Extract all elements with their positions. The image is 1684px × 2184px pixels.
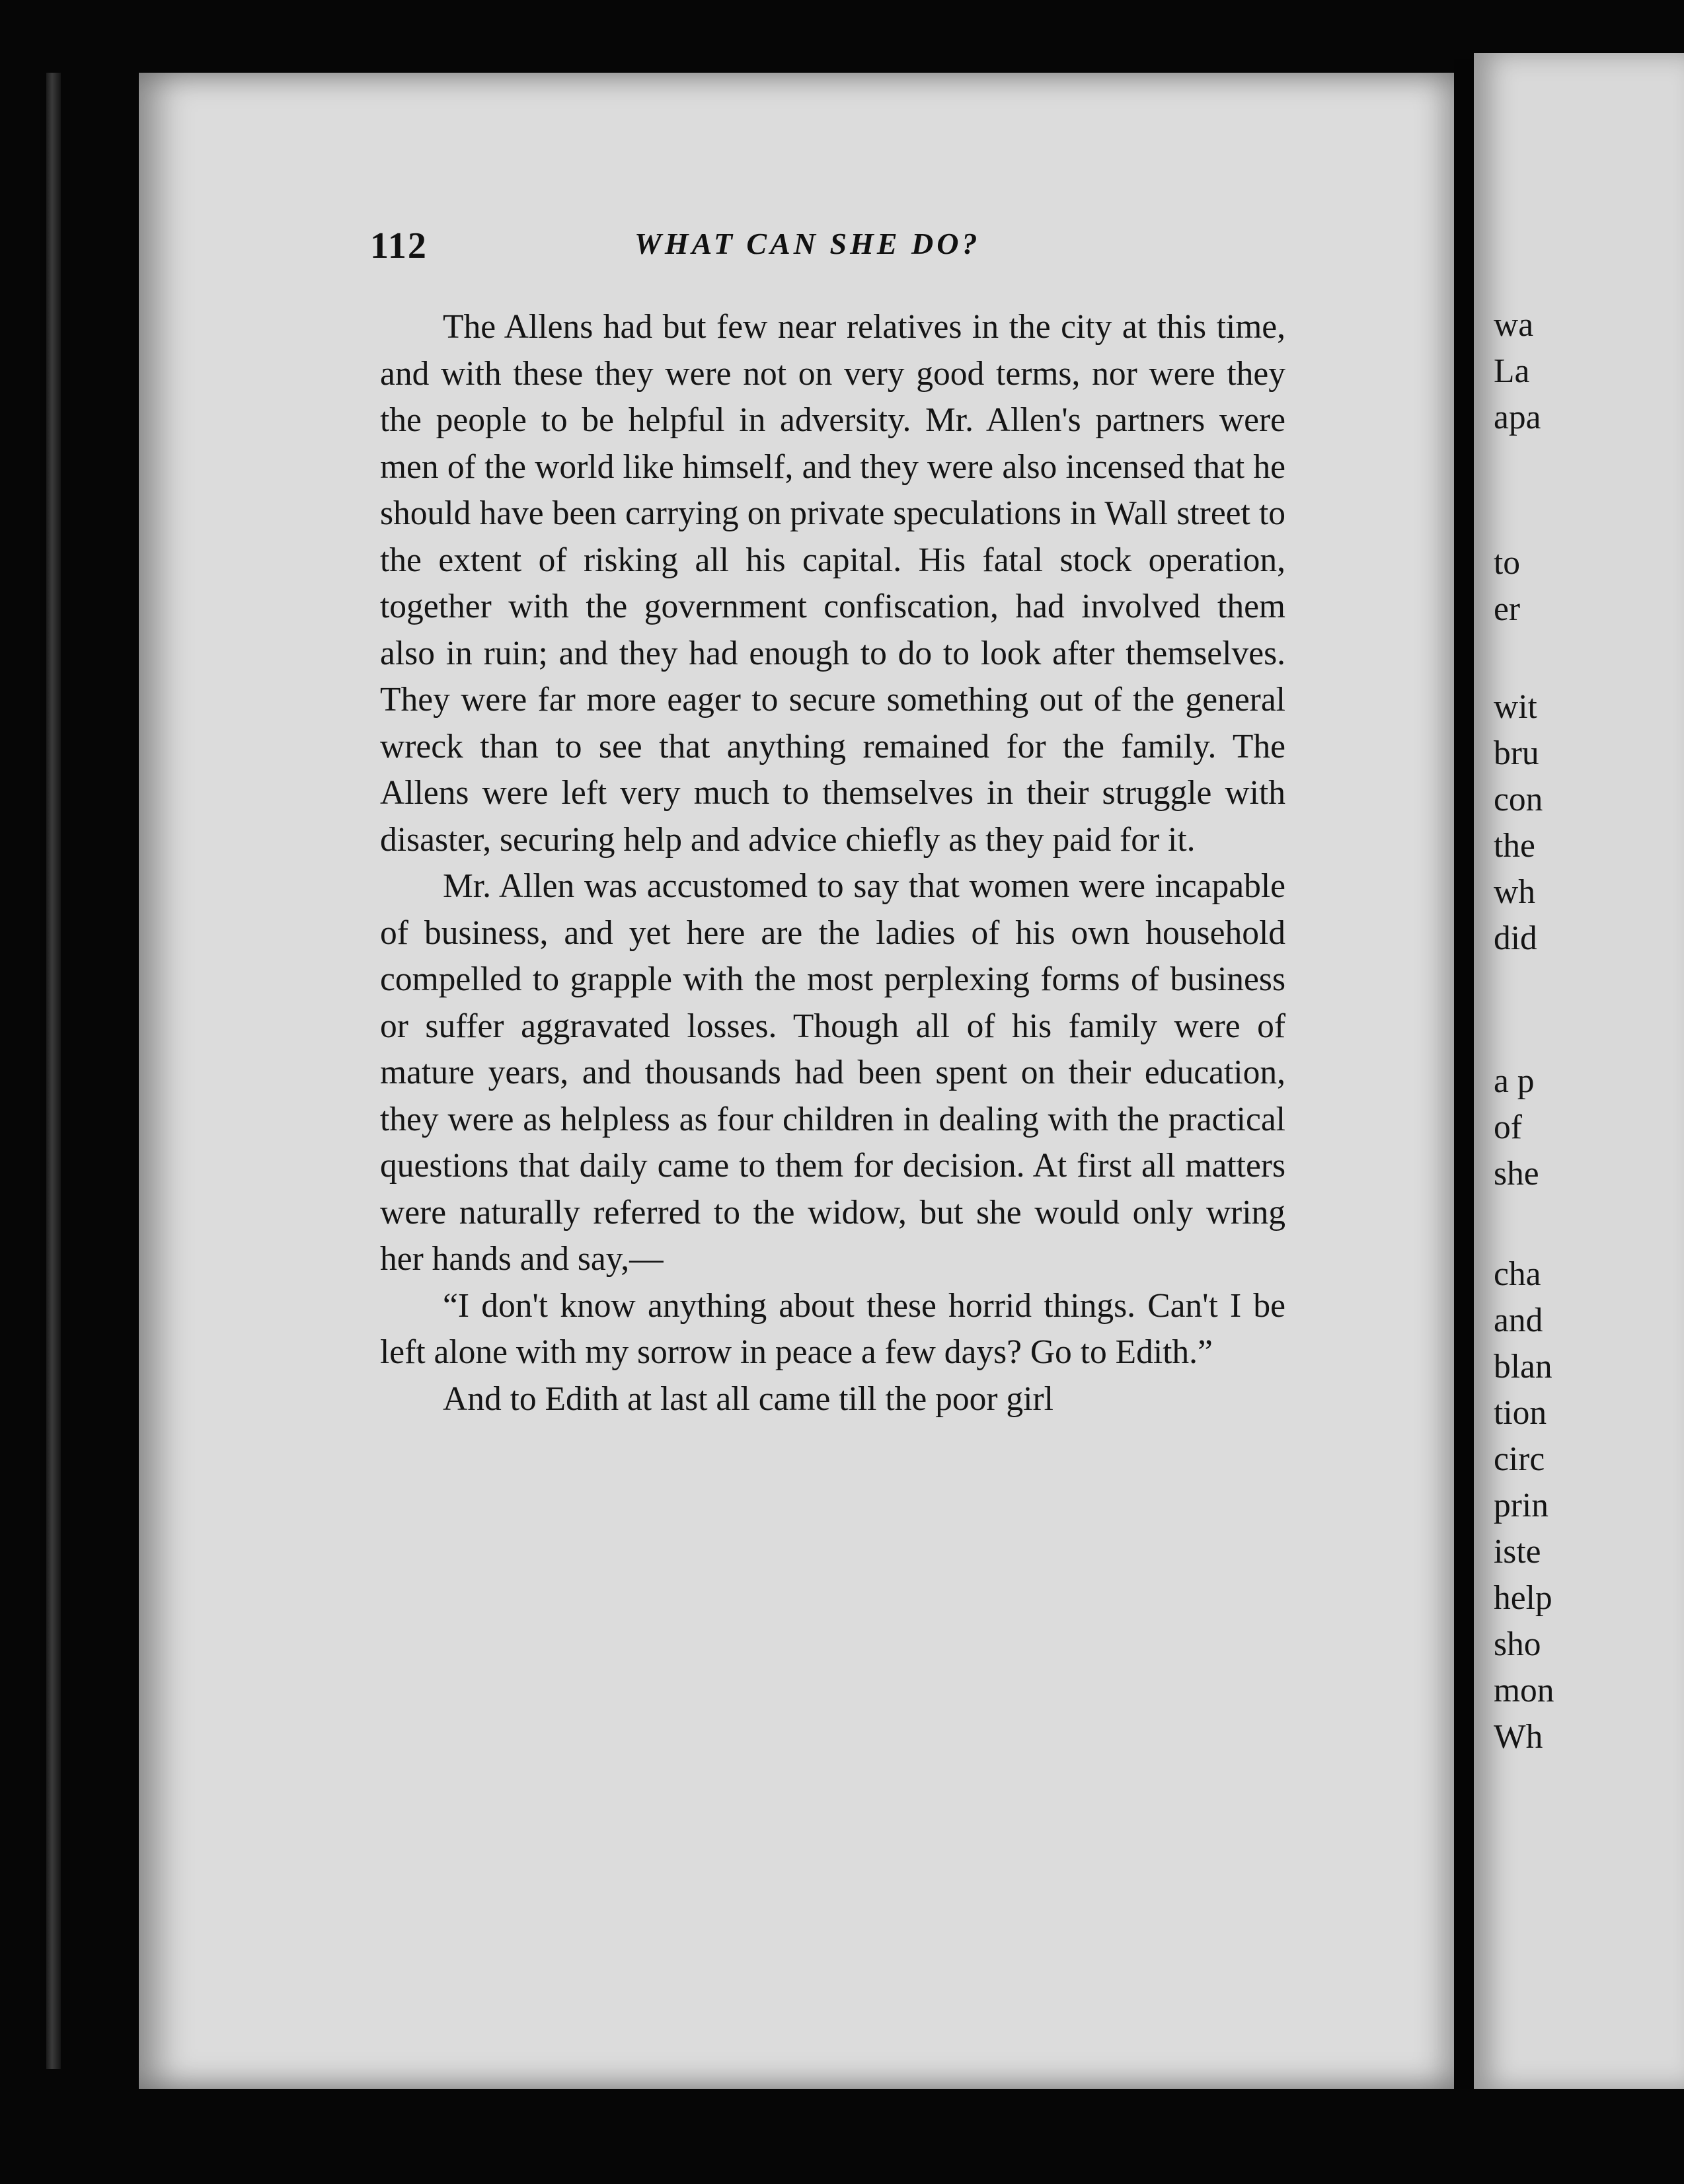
right-page-fragment: of [1494, 1109, 1522, 1146]
right-page-fragment: wit [1494, 688, 1537, 726]
right-page-fragment: er [1494, 590, 1521, 628]
right-page-fragment: sho [1494, 1625, 1541, 1663]
page-gutter [1454, 59, 1474, 2089]
paragraph: And to Edith at last all came till the poor girl [443, 1380, 1053, 1418]
right-page-fragment: she [1494, 1155, 1539, 1192]
right-page-fragment: tion [1494, 1394, 1547, 1432]
body-text [380, 304, 1285, 1423]
right-page-text-fragments [1480, 0, 1679, 2184]
paragraph: “I don't know anything about these horrid things. Can't I be left alone with my sorrow in peace a few days? Go to Edith.” [380, 1286, 1285, 1371]
right-page-fragment: wh [1494, 873, 1535, 911]
right-page-fragment: and [1494, 1302, 1543, 1339]
paragraph: The Allens had but few near relatives in the city at this time, and with these they were not on very good terms, nor were they the people to be helpful in adversity. Mr. Allen's partners were men of the world like himself, and they were also incensed that he should have been carrying on private speculations in Wall street to the extent of risking all his capital. His fatal stock operation, together with the government confiscation, had involved them also in ruin; and they had enough to do to look after themselves. They were far more eager to secure something out of the general wreck than to see that anything remained for the family. The Allens were left very much to themselves in their struggle with disaster, securing help and advice chiefly as they paid for it. [380, 308, 1285, 859]
book-spine-edge [46, 73, 61, 2069]
right-page-fragment: apa [1494, 399, 1541, 436]
paragraph: Mr. Allen was accustomed to say that women were incapable of business, and yet here are the ladies of his own household compelled to grapple with the most perplexing forms of business or suffer aggravated losses. Though all of his family were of mature years, and thousands had been spent on their education, they were as helpless as four children in dealing with the practical questions that daily came to them for decision. At first all matters were naturally referred to the widow, but she would only wring her hands and say,— [380, 867, 1285, 1278]
running-title: WHAT CAN SHE DO? [634, 227, 981, 260]
right-page-fragment: iste [1494, 1533, 1541, 1571]
right-page-fragment: circ [1494, 1440, 1545, 1478]
right-page-fragment: help [1494, 1579, 1552, 1617]
right-page-fragment: to [1494, 544, 1521, 582]
right-page-fragment: Wh [1494, 1718, 1543, 1756]
right-page-fragment: mon [1494, 1672, 1554, 1709]
right-page-fragment: a p [1494, 1062, 1535, 1100]
right-page-fragment: con [1494, 781, 1543, 818]
right-page-fragment: the [1494, 827, 1535, 865]
page-number: 112 [370, 225, 428, 266]
right-page-fragment: blan [1494, 1348, 1552, 1385]
running-head [370, 225, 1322, 278]
right-page-fragment: cha [1494, 1255, 1541, 1293]
right-page-fragment: wa [1494, 306, 1534, 344]
right-page-fragment: did [1494, 919, 1537, 957]
right-page-fragment: bru [1494, 734, 1539, 772]
right-page-fragment: prin [1494, 1487, 1549, 1524]
right-page-fragment: La [1494, 352, 1530, 390]
